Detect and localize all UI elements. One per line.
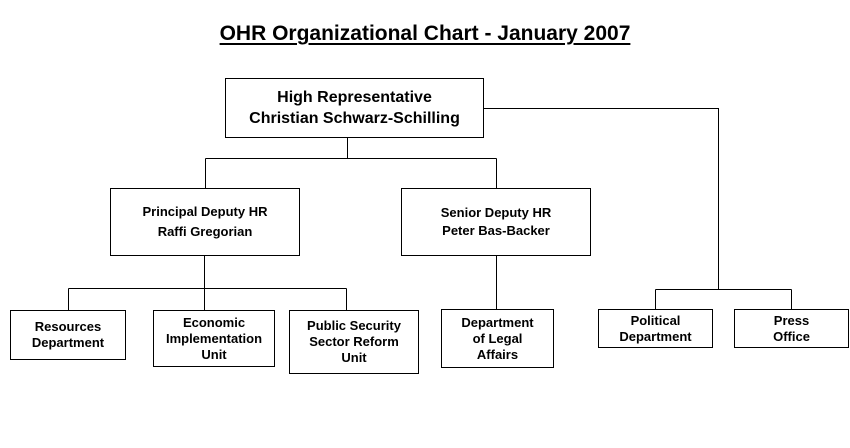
node-label-line: Public Security [307,318,401,333]
high-representative-box [225,78,484,138]
node-label-line: Press [773,312,810,328]
node-label-line: Unit [341,350,367,365]
node-label-line: Affairs [476,346,519,362]
principal-deputy-box [110,188,300,256]
department-of-legal-affairs-box [441,309,554,368]
node-label-line: Department [619,328,692,344]
node-label-line: Unit [201,346,227,362]
node-role: Senior Deputy HR [440,205,552,220]
public-security-sector-reform-unit-box [289,310,419,374]
political-department-box [598,309,713,348]
press-office-box [734,309,849,348]
node-role: High Representative [277,89,432,106]
node-label-line: Resources [34,319,102,334]
node-person: Raffi Gregorian [157,224,253,239]
node-label-line: Sector Reform [309,334,399,349]
node-label-line: Office [773,328,810,344]
node-label-line: Department [31,335,105,350]
connector-hr-to-deputies [206,138,497,188]
resources-department-box [10,310,126,360]
node-person: Peter Bas-Backer [442,223,550,238]
node-label-line: of Legal [472,330,523,346]
connector-pdhr-to-units [69,256,347,310]
node-label-line: Implementation [165,330,263,346]
senior-deputy-box [401,188,591,256]
node-role: Principal Deputy HR [142,204,268,219]
node-person: Christian Schwarz-Schilling [249,110,460,127]
economic-implementation-unit-box [153,310,275,367]
node-label-line: Political [630,312,681,328]
node-label-line: Department [461,314,534,330]
node-label-line: Economic [182,314,246,330]
chart-title-text: OHR Organizational Chart - January 2007 [219,22,631,45]
